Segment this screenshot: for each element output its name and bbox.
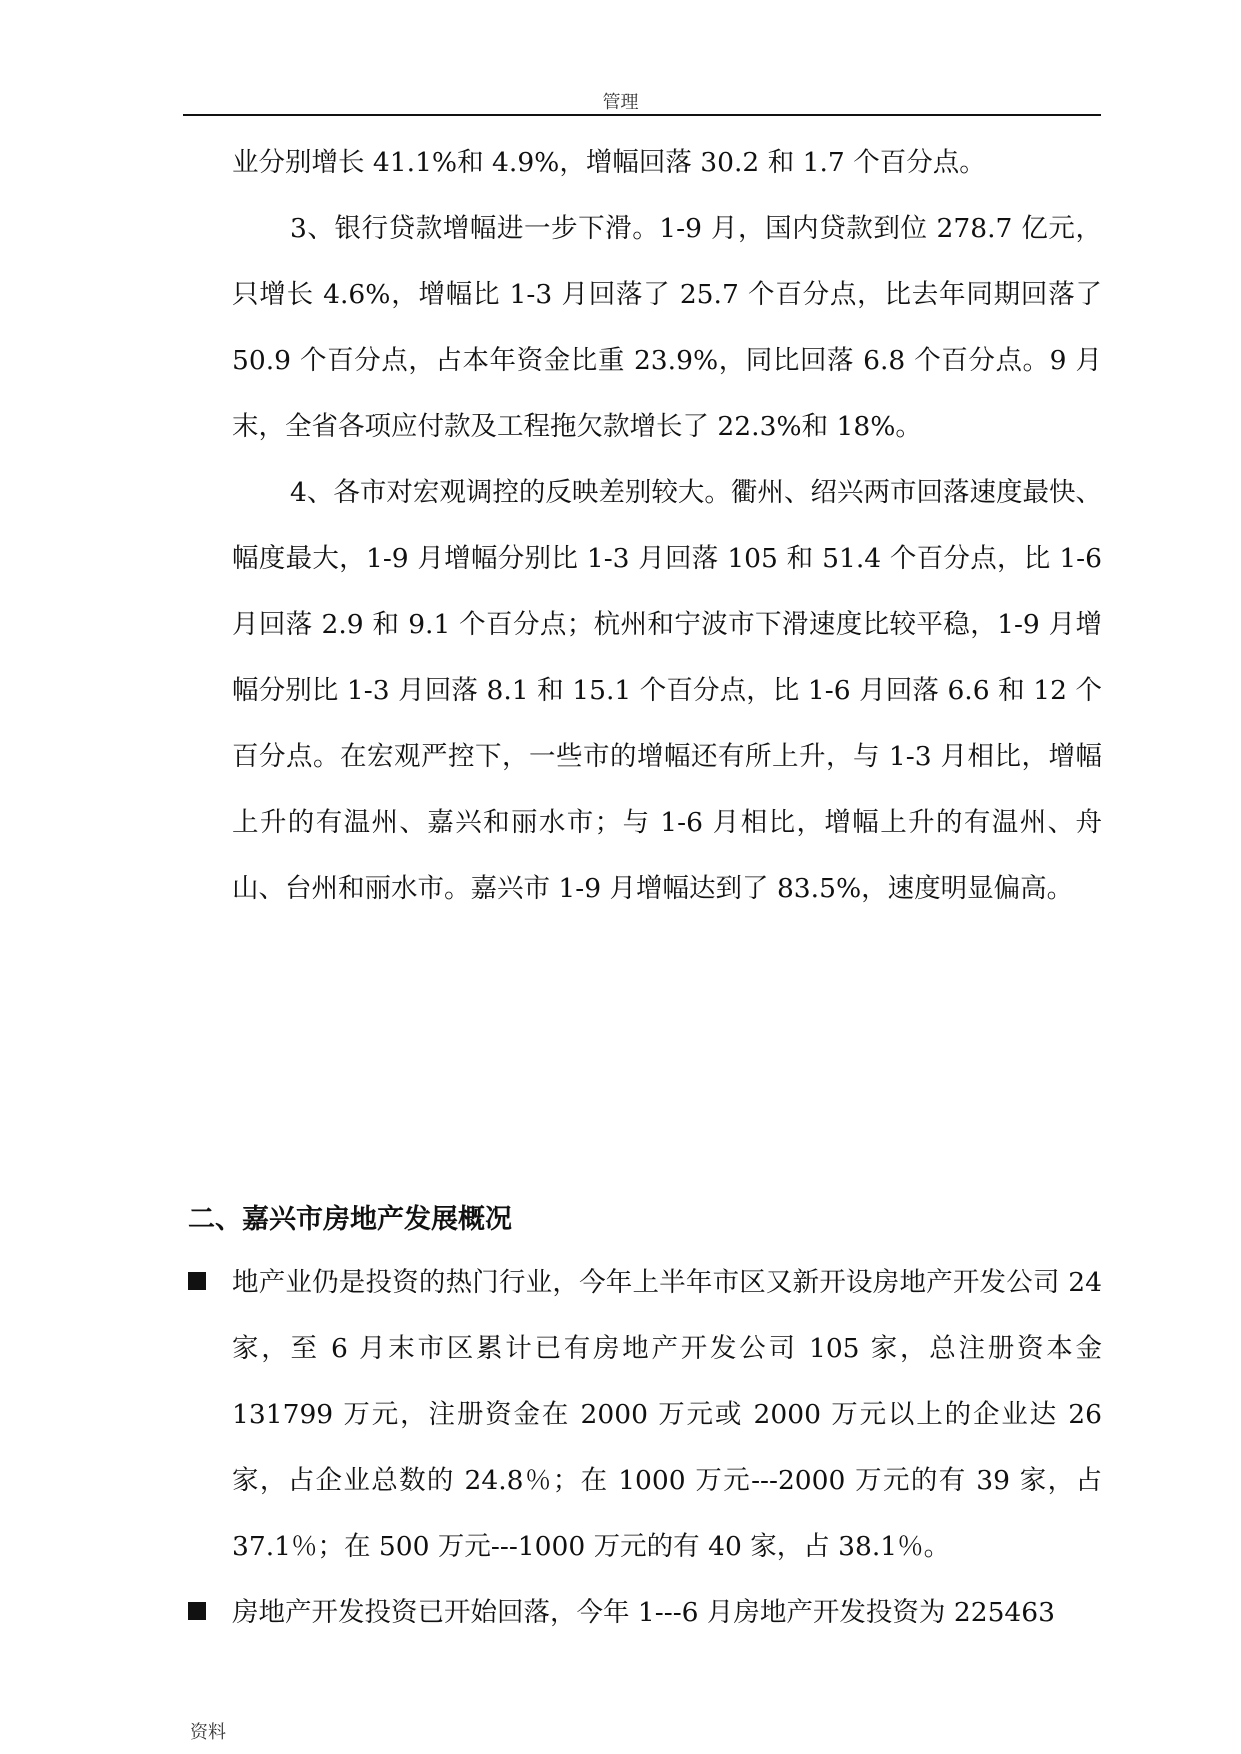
bullet-text: 地产业仍是投资的热门行业，今年上半年市区又新开设房地产开发公司 24 家，至 6 月末市区累计已有房地产开发公司 105 家，总注册资本金 131799 万元，注册资金在 2000 万元或 2000 万元以上的企业达 26 家，占企业总数的 24.8％；在 1000 万元---2000 万元的有 39 家，占 37.1％；在 500 万元---1000 万元的有 40 家，占 38.1％。: [232, 1267, 1102, 1562]
header-divider: [183, 114, 1101, 116]
paragraph-continued: 业分别增长 41.1%和 4.9%，增幅回落 30.2 和 1.7 个百分点。: [232, 147, 986, 178]
paragraph-bank-loans: 3、银行贷款增幅进一步下滑。1-9 月，国内贷款到位 278.7 亿元，只增长 4.6%，增幅比 1-3 月回落了 25.7 个百分点，比去年同期回落了 50.9 个百分点，占本年资金比重 23.9%，同比回落 6.8 个百分点。9 月末，全省各项应付款及工程拖欠款增长了 22.3%和 18%。: [232, 213, 1102, 442]
square-bullet-icon: [188, 1602, 206, 1620]
page-header-title: 管理: [602, 92, 639, 113]
square-bullet-icon: [188, 1272, 206, 1290]
paragraph-city-response: 4、各市对宏观调控的反映差别较大。衢州、绍兴两市回落速度最快、幅度最大，1-9 月增幅分别比 1-3 月回落 105 和 51.4 个百分点，比 1-6 月回落 2.9 和 9.1 个百分点；杭州和宁波市下滑速度比较平稳，1-9 月增幅分别比 1-3 月回落 8.1 和 15.1 个百分点，比 1-6 月回落 6.6 和 12 个百分点。在宏观严控下，一些市的增幅还有所上升，与 1-3 月相比，增幅上升的有温州、嘉兴和丽水市；与 1-6 月相比，增幅上升的有温州、舟山、台州和丽水市。嘉兴市 1-9 月增幅达到了 83.5%，速度明显偏高。: [232, 477, 1102, 904]
bullet-text: 房地产开发投资已开始回落，今年 1---6 月房地产开发投资为 225463: [232, 1597, 1056, 1628]
page-footer-text: 资料: [190, 1722, 226, 1743]
section-heading: 二、嘉兴市房地产发展概况: [188, 1204, 512, 1235]
